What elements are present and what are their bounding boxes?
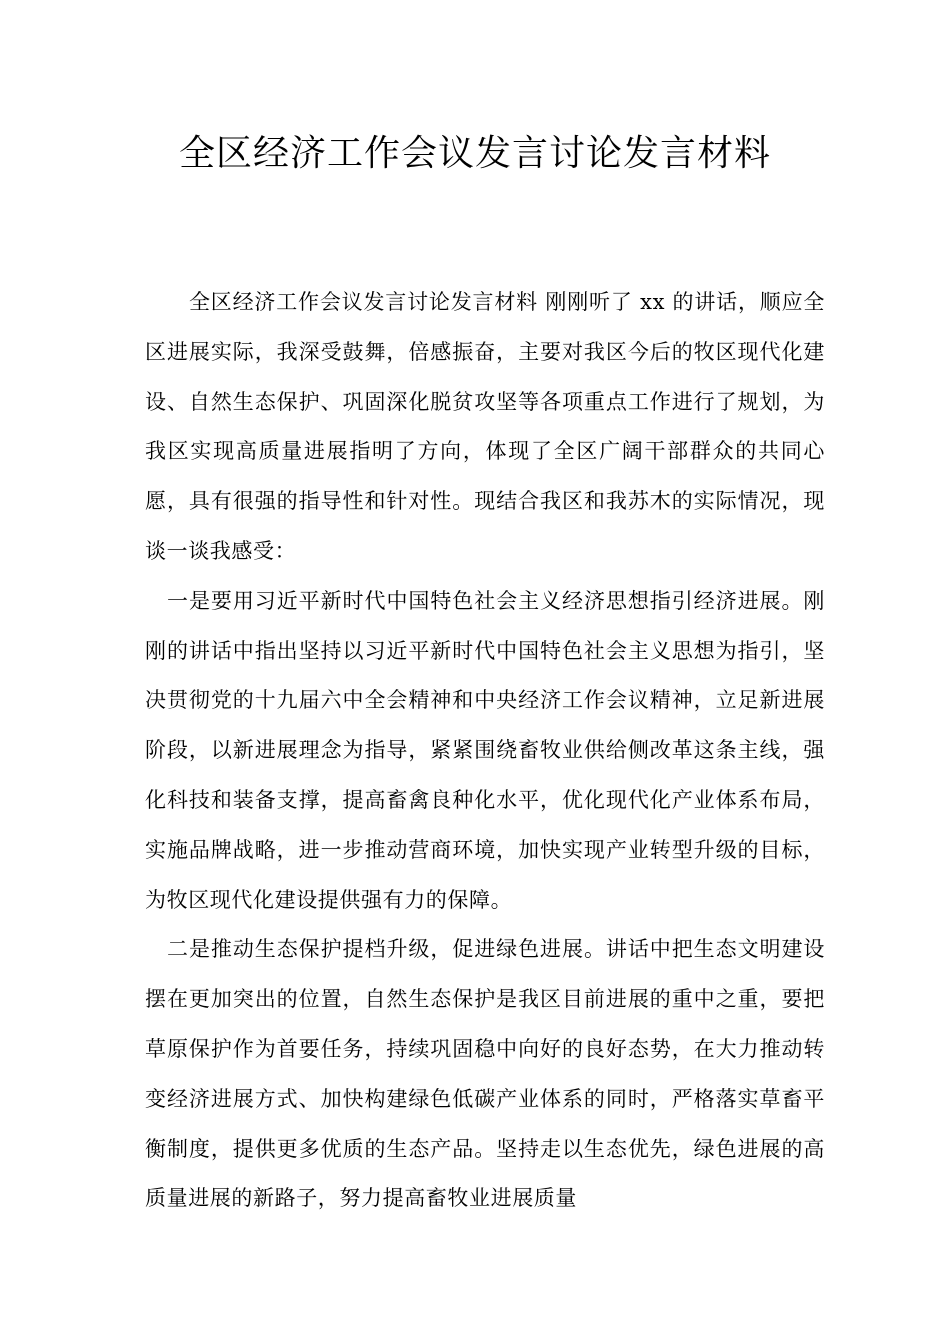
paragraph-intro: 全区经济工作会议发言讨论发言材料 刚刚听了 xx 的讲话，顺应全区进展实际，我深受鼓舞，倍感振奋，主要对我区今后的牧区现代化建设、自然生态保护、巩固深化脱贫攻坚等各项重点工作进行了规划，为我区实现高质量进展指明了方向，体现了全区广阔干部群众的共同心愿，具有很强的指导性和针对性。现结合我区和我苏木的实际情况，现谈一谈我感受： [145, 290, 825, 563]
paragraph-point-one: 一是要用习近平新时代中国特色社会主义经济思想指引经济进展。刚刚的讲话中指出坚持以习近平新时代中国特色社会主义思想为指引，坚决贯彻党的十九届六中全会精神和中央经济工作会议精神，立足新进展阶段，以新进展理念为指导，紧紧围绕畜牧业供给侧改革这条主线，强化科技和装备支撑，提高畜禽良种化水平，优化现代化产业体系布局，实施品牌战略，进一步推动营商环境，加快实现产业转型升级的目标，为牧区现代化建设提供强有力的保障。 [145, 588, 825, 912]
paragraph-point-two: 二是推动生态保护提档升级，促进绿色进展。讲话中把生态文明建设摆在更加突出的位置，自然生态保护是我区目前进展的重中之重，要把草原保护作为首要任务，持续巩固稳中向好的良好态势，在大力推动转变经济进展方式、加快构建绿色低碳产业体系的同时，严格落实草畜平衡制度，提供更多优质的生态产品。坚持走以生态优先，绿色进展的高质量进展的新路子，努力提高畜牧业进展质量 [145, 937, 825, 1211]
document-body [145, 278, 825, 1224]
document-title: 全区经济工作会议发言讨论发言材料 [178, 133, 771, 174]
